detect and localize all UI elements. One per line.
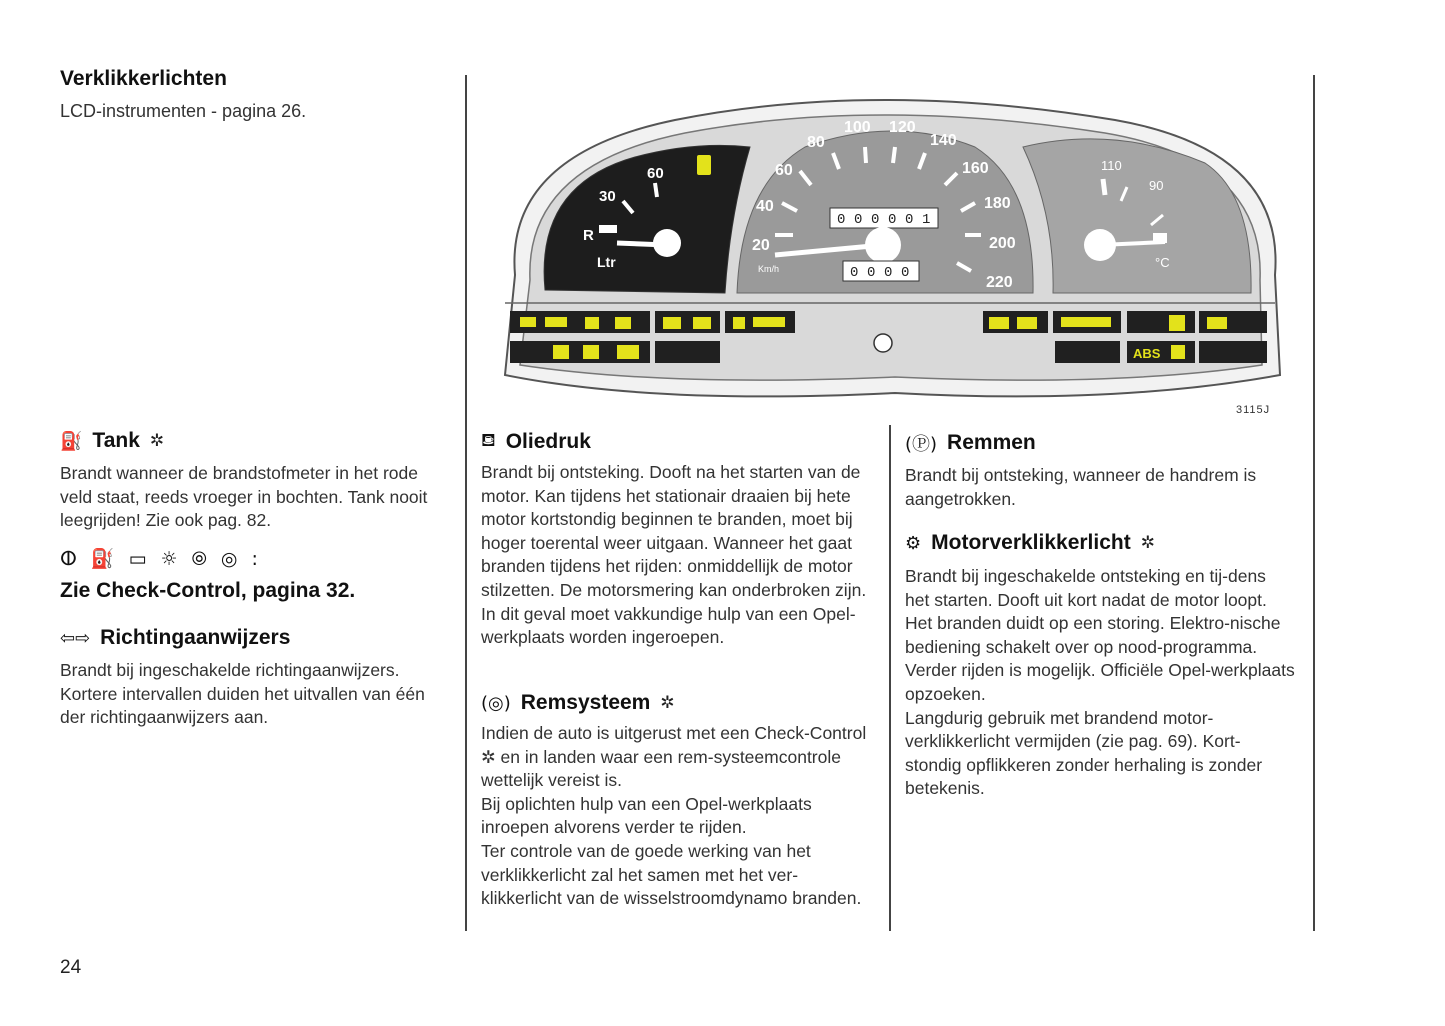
remmen-text: Brandt bij ontsteking, wanneer de handrem is aangetrokken. [905, 465, 1257, 509]
speed-unit: Km/h [758, 264, 780, 274]
motor-text-1: Brandt bij ingeschakelde ontsteking en tij-dens het starten. Dooft uit kort nadat de motor loopt. [905, 566, 1267, 610]
check-control-heading: Zie Check-Control, pagina 32. [60, 579, 356, 602]
page-subtitle: LCD-instrumenten - pagina 26. [60, 101, 307, 121]
speed-tick-40: 40 [756, 198, 774, 215]
asterisk-icon: ✲ [660, 693, 675, 713]
remsysteem-text [481, 722, 871, 911]
tank-heading-text: Tank [92, 429, 140, 452]
asterisk-icon: ✲ [149, 431, 165, 451]
turn-signal-icon: ⇦⇨ [60, 627, 91, 649]
speed-tick-180: 180 [984, 195, 1011, 212]
abs-warning-label: ABS [1133, 346, 1161, 361]
fuel-pump-icon: ⛽ [60, 430, 83, 452]
speed-tick-20: 20 [752, 237, 770, 254]
richting-heading-text: Richtingaanwijzers [100, 626, 291, 649]
remsysteem-text-3: Ter controle van de goede werking van het verklikkerlicht zal het samen met het ver-klikkerlicht van de wisselstroomdynamo branden. [481, 840, 862, 909]
odometer-digit-2: 0 [854, 212, 863, 228]
fuel-warning-lamp [697, 155, 711, 175]
parking-brake-icon: (Ⓟ) [905, 434, 938, 455]
fuel-label-60: 60 [647, 165, 664, 182]
speed-tick-200: 200 [989, 235, 1016, 252]
speed-tick-220: 220 [986, 274, 1013, 291]
check-control-symbols: ⵀ ⛽ ▭ ☼ ⦾ ◎ : [60, 548, 262, 570]
fuel-label-r: R [583, 227, 594, 244]
odometer-digit-3: 0 [871, 212, 880, 228]
oil-can-icon: ⛾ [481, 430, 496, 451]
speed-tick-60: 60 [775, 162, 793, 179]
column-divider-1 [465, 75, 467, 931]
figure-code: 3115J [1236, 404, 1271, 416]
oliedruk-heading-text: Oliedruk [505, 430, 591, 453]
instrument-cluster-illustration [475, 75, 1305, 415]
tank-heading [60, 429, 164, 453]
column-divider-2 [889, 425, 891, 931]
speed-tick-100: 100 [844, 119, 871, 136]
temp-label-110: 110 [1101, 158, 1122, 173]
engine-icon: ⚙ [905, 532, 922, 554]
trip-digit-2: 0 [867, 265, 876, 281]
odometer-digit-5: 0 [905, 212, 914, 228]
remsysteem-text-1: Indien de auto is uitgerust met een Check-Control ✲ en in landen waar een rem-systeemcontrole wettelijk vereist is. [481, 723, 867, 791]
motor-text [905, 565, 1295, 801]
brake-system-icon: (◎) [481, 692, 511, 714]
fuel-label-30: 30 [599, 188, 616, 205]
page-number: 24 [60, 957, 82, 978]
asterisk-icon: ✲ [1140, 533, 1155, 553]
temp-label-90: 90 [1149, 178, 1164, 193]
reset-knob [874, 334, 892, 352]
remsysteem-heading [481, 691, 675, 715]
motor-heading-text: Motorverklikkerlicht [931, 531, 1131, 554]
motor-heading [905, 531, 1155, 555]
remmen-heading-text: Remmen [947, 431, 1036, 454]
tank-text: Brandt wanneer de brandstofmeter in het rode veld staat, reeds vroeger in bochten. Tank nooit leegrijden! Zie ook pag. 82. [60, 463, 428, 531]
speed-tick-120: 120 [889, 119, 916, 136]
richting-text: Brandt bij ingeschakelde richtingaanwijzers. Kortere intervallen duiden het uitvallen van één der richtingaanwijzers aan. [60, 660, 425, 728]
trip-digit-4: 0 [901, 265, 910, 281]
motor-text-3: Langdurig gebruik met brandend motor-verklikkerlicht vermijden (zie pag. 69). Kort-stondig opflikkeren zonder herhaling is zonder betekenis. [905, 707, 1263, 799]
temp-label-unit: °C [1155, 255, 1170, 270]
odometer-digit-6: 1 [922, 212, 931, 228]
speed-tick-80: 80 [807, 134, 825, 151]
remmen-heading [905, 430, 1036, 456]
remsysteem-text-2: Bij oplichten hulp van een Opel-werkplaats inroepen alvorens verder te rijden. [481, 793, 812, 838]
richting-heading [60, 626, 290, 650]
speed-tick-160: 160 [962, 160, 989, 177]
odometer-digit-1: 0 [837, 212, 846, 228]
column-divider-3 [1313, 75, 1315, 931]
trip-digit-3: 0 [884, 265, 893, 281]
oliedruk-heading [481, 430, 591, 454]
odometer-digit-4: 0 [888, 212, 897, 228]
trip-digit-1: 0 [850, 265, 859, 281]
page-title: Verklikkerlichten [60, 67, 227, 90]
fuel-label-ltr: Ltr [597, 254, 616, 270]
remsysteem-heading-text: Remsysteem [520, 691, 651, 714]
speed-tick-140: 140 [930, 132, 957, 149]
motor-text-2: Het branden duidt op een storing. Elektro-nische bediening schakelt over op nood-programma. Verder rijden is mogelijk. Officiële Opel-werkplaats opzoeken. [905, 613, 1295, 704]
oliedruk-text: Brandt bij ontsteking. Dooft na het starten van de motor. Kan tijdens het stationair draaien bij hete motor kortstondig beginnen te branden, moet bij hoger toerental weer uitgaan. Wanneer het gaat branden tijdens het rijden: onmiddellijk de motor stilzetten. De motorsmering kan onderbroken zijn. In dit geval moet vakkundige hulp van een Opel-werkplaats worden ingeroepen. [481, 462, 867, 648]
